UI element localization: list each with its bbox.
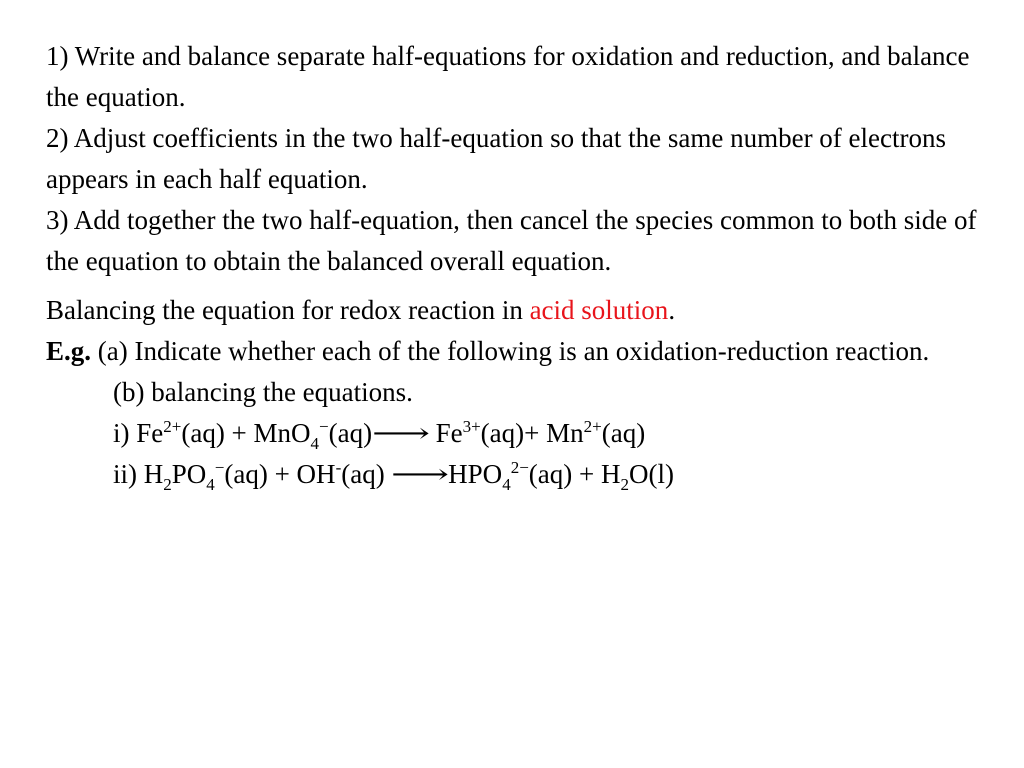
eq1-text: (aq) [328, 418, 373, 448]
eq2-charge: - [335, 458, 342, 477]
balancing-suffix: . [668, 295, 676, 325]
eq2-charge: 2− [510, 458, 529, 477]
eq1-charge: 2+ [583, 417, 602, 436]
eq2-text: (aq) [341, 459, 392, 489]
step-1: 1) Write and balance separate half-equations for oxidation and reduction, and balance the equation. [46, 41, 970, 112]
reaction-arrow-icon: ⟶ [372, 418, 431, 449]
acid-solution-highlight: acid solution [529, 295, 669, 325]
example-section [46, 290, 986, 495]
equation-2 [46, 454, 986, 495]
eq2-charge: − [214, 458, 225, 477]
example-part-b: (b) balancing the equations. [113, 377, 413, 407]
eq1-text: (aq) [601, 418, 646, 448]
slide-content [46, 36, 986, 495]
eq2-text: O(l) [628, 459, 674, 489]
eq1-charge: − [319, 417, 329, 436]
reaction-arrow-icon: ⟶ [391, 459, 450, 490]
eq1-charge: 2+ [163, 417, 182, 436]
step-2: 2) Adjust coefficients in the two half-equation so that the same number of electrons appears in each half equation. [46, 123, 947, 194]
eq1-charge: 3+ [462, 417, 481, 436]
eq1-subscript: 4 [310, 434, 320, 453]
step-3: 3) Add together the two half-equation, then cancel the species common to both side of the equation to obtain the balanced overall equation. [46, 205, 977, 276]
example-part-a-text: (a) Indicate whether each of the following is an oxidation-reduction reaction. [91, 336, 930, 366]
eq1-text: i) Fe [113, 418, 164, 448]
balancing-prefix: Balancing the equation for redox reaction in [46, 295, 530, 325]
equation-1 [46, 413, 986, 454]
eq2-text: ii) H [113, 459, 164, 489]
balancing-heading [46, 290, 986, 331]
eq2-subscript: 2 [620, 475, 629, 494]
eq2-text: (aq) + OH [224, 459, 336, 489]
example-label: E.g. [46, 336, 92, 366]
eq2-text: PO [171, 459, 207, 489]
eq2-subscript: 4 [502, 475, 511, 494]
steps-list [46, 36, 986, 282]
eq2-subscript: 4 [206, 475, 215, 494]
eq1-text: Fe [428, 418, 463, 448]
eq1-text: (aq)+ Mn [480, 418, 584, 448]
eq1-text: (aq) + MnO [181, 418, 311, 448]
eq2-text: HPO [448, 459, 503, 489]
eq2-subscript: 2 [163, 475, 172, 494]
example-part-a [46, 331, 986, 372]
eq2-text: (aq) + H [528, 459, 621, 489]
